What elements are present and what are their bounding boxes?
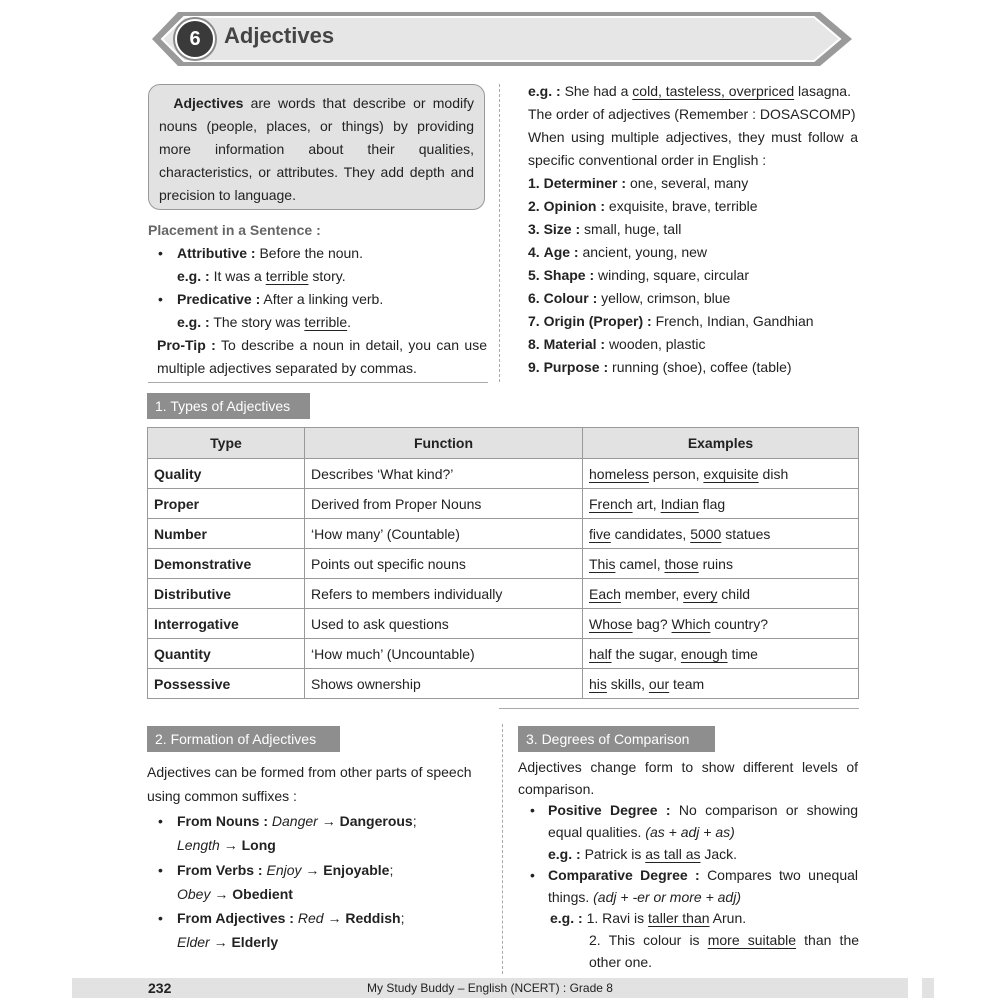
page-number: 232 xyxy=(148,980,172,996)
cell-examples: Each member, every child xyxy=(583,579,859,609)
degrees-section-label: 3. Degrees of Comparison xyxy=(518,726,715,752)
table-row xyxy=(148,609,859,639)
bullet-icon: • xyxy=(158,813,163,829)
formation-nouns-2: Length → Long xyxy=(177,837,276,853)
order-item: 5. Shape : winding, square, circular xyxy=(528,267,750,283)
cell-type: Possessive xyxy=(148,669,305,699)
types-section-label: 1. Types of Adjectives xyxy=(147,393,310,419)
bullet-icon: • xyxy=(158,910,163,926)
cell-function: Shows ownership xyxy=(305,669,583,699)
positive-degree: Positive Degree : No comparison or showing equal qualities. (as + adj + as) xyxy=(548,802,859,840)
predicative-example: e.g. : The story was terrible. xyxy=(177,314,352,330)
bullet-icon: • xyxy=(530,867,535,883)
cell-type: Interrogative xyxy=(148,609,305,639)
cell-function: ‘How much’ (Uncountable) xyxy=(305,639,583,669)
table-header-examples: Examples xyxy=(583,428,859,459)
formation-adjectives: From Adjectives : Red → Reddish; xyxy=(177,910,405,926)
column-divider xyxy=(502,724,503,974)
cell-examples: half the sugar, enough time xyxy=(583,639,859,669)
order-item: 2. Opinion : exquisite, brave, terrible xyxy=(528,198,758,214)
order-item: 9. Purpose : running (shoe), coffee (table) xyxy=(528,359,792,375)
cell-function: Used to ask questions xyxy=(305,609,583,639)
cell-function: Refers to members individually xyxy=(305,579,583,609)
cell-examples: his skills, our team xyxy=(583,669,859,699)
formation-intro: Adjectives can be formed from other parts of speech using common suffixes : xyxy=(147,764,472,804)
section-divider xyxy=(148,382,488,383)
formation-verbs: From Verbs : Enjoy → Enjoyable; xyxy=(177,862,394,878)
cell-examples: five candidates, 5000 statues xyxy=(583,519,859,549)
order-item: 3. Size : small, huge, tall xyxy=(528,221,682,237)
order-item: 7. Origin (Proper) : French, Indian, Gandhian xyxy=(528,313,814,329)
cell-type: Quality xyxy=(148,459,305,489)
bullet-icon: • xyxy=(158,291,163,307)
cell-function: Points out specific nouns xyxy=(305,549,583,579)
cell-examples: homeless person, exquisite dish xyxy=(583,459,859,489)
footer-tab xyxy=(922,978,934,998)
pro-tip: Pro-Tip : To describe a noun in detail, you can use multiple adjectives separated by commas. xyxy=(157,337,487,376)
table-header-type: Type xyxy=(148,428,305,459)
page-footer xyxy=(72,978,908,998)
formation-section-label: 2. Formation of Adjectives xyxy=(147,726,340,752)
section-divider xyxy=(499,708,859,709)
cell-function: ‘How many’ (Countable) xyxy=(305,519,583,549)
definition-term: Adjectives xyxy=(173,95,244,111)
table-row xyxy=(148,459,859,489)
order-intro: When using multiple adjectives, they must follow a specific conventional order in English : xyxy=(528,129,858,168)
order-mnemonic: The order of adjectives (Remember : DOSASCOMP) xyxy=(528,106,856,122)
cell-type: Demonstrative xyxy=(148,549,305,579)
table-row xyxy=(148,639,859,669)
cell-function: Derived from Proper Nouns xyxy=(305,489,583,519)
predicative-line: Predicative : After a linking verb. xyxy=(177,291,384,307)
table-header-function: Function xyxy=(305,428,583,459)
order-example: e.g. : She had a cold, tasteless, overpriced lasagna. xyxy=(528,83,851,99)
formation-verbs-2: Obey → Obedient xyxy=(177,886,293,902)
comparative-example-1: e.g. : 1. Ravi is taller than Arun. xyxy=(550,910,747,926)
definition-text: are words that describe or modify nouns (people, places, or things) by providing more information about their qualities, characteristics, or attributes. They add depth and precision to language. xyxy=(159,95,475,203)
degrees-intro: Adjectives change form to show different levels of comparison. xyxy=(518,759,858,797)
cell-type: Proper xyxy=(148,489,305,519)
order-item: 8. Material : wooden, plastic xyxy=(528,336,706,352)
cell-examples: This camel, those ruins xyxy=(583,549,859,579)
column-divider xyxy=(499,84,500,382)
table-row xyxy=(148,549,859,579)
types-table xyxy=(147,427,859,699)
definition-box xyxy=(148,84,485,210)
cell-function: Describes ‘What kind?’ xyxy=(305,459,583,489)
table-row xyxy=(148,489,859,519)
attributive-example: e.g. : It was a terrible story. xyxy=(177,268,346,284)
comparative-example-2: 2. This colour is more suitable than the other one. xyxy=(589,932,860,970)
formation-adjectives-2: Elder → Elderly xyxy=(177,934,279,950)
bullet-icon: • xyxy=(158,862,163,878)
order-item: 1. Determiner : one, several, many xyxy=(528,175,749,191)
cell-type: Number xyxy=(148,519,305,549)
table-row xyxy=(148,669,859,699)
book-title: My Study Buddy – English (NCERT) : Grade 8 xyxy=(367,981,613,995)
comparative-degree: Comparative Degree : Compares two unequal things. (adj + -er or more + adj) xyxy=(548,867,858,905)
order-item: 6. Colour : yellow, crimson, blue xyxy=(528,290,731,306)
cell-examples: French art, Indian flag xyxy=(583,489,859,519)
chapter-number: 6 xyxy=(175,19,215,59)
cell-type: Distributive xyxy=(148,579,305,609)
positive-example: e.g. : Patrick is as tall as Jack. xyxy=(548,846,738,862)
table-row xyxy=(148,579,859,609)
formation-nouns: From Nouns : Danger → Dangerous; xyxy=(177,813,417,829)
attributive-line: Attributive : Before the noun. xyxy=(177,245,363,261)
cell-examples: Whose bag? Which country? xyxy=(583,609,859,639)
cell-type: Quantity xyxy=(148,639,305,669)
order-item: 4. Age : ancient, young, new xyxy=(528,244,707,260)
placement-heading: Placement in a Sentence : xyxy=(148,222,321,238)
bullet-icon: • xyxy=(158,245,163,261)
table-row xyxy=(148,519,859,549)
bullet-icon: • xyxy=(530,802,535,818)
chapter-title: Adjectives xyxy=(224,23,335,48)
